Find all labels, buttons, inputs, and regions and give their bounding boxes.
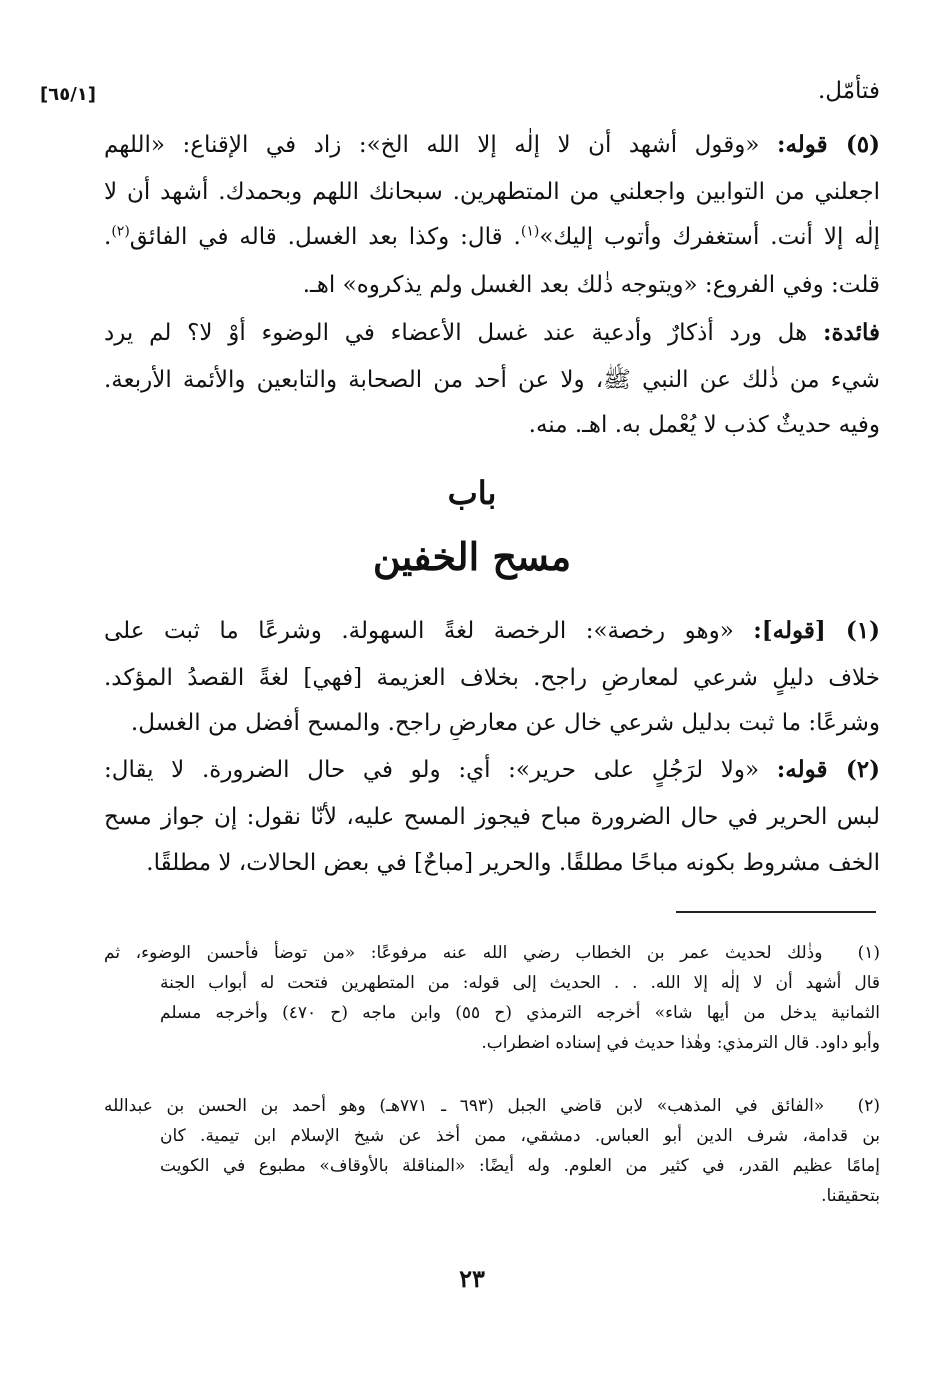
faida-line-1: فائدة: هل ورد أذكارٌ وأدعية عند غسل الأعضاء في الوضوء أوْ لا؟ لم يرد [104, 319, 880, 346]
note-1-marker: (١) [قوله]: [753, 617, 880, 644]
faida-line-2: شيء من ذٰلك عن النبي ﷺ، ولا عن أحد من الصحابة والتابعين والأئمة الأربعة. [104, 367, 880, 393]
footnote-1-line-4: وأبو داود. قال الترمذي: وهٰذا حديث في إسناده اضطراب. [481, 1033, 880, 1053]
note-1-line-3: وشرعًا: ما ثبت بدليل شرعي خال عن معارضٍ راجح. والمسح أفضل من الغسل. [130, 710, 880, 736]
footnote-2-number: (٢) [857, 1096, 880, 1116]
faida-label: فائدة: [822, 319, 880, 346]
footnote-ref-1: (١) [520, 223, 540, 240]
continuation-line: فتأمّل. [818, 78, 880, 104]
footnote-1-line-3: الثمانية يدخل من أيها شاء» أخرجه الترمذي (ح ٥٥) وابن ماجه (ح ٤٧٠) وأخرجه مسلم [160, 1003, 880, 1023]
footnote-separator [676, 911, 876, 913]
note-2-marker: (٢) قوله: [776, 756, 880, 783]
note-5-line-4: قلت: وفي الفروع: «ويتوجه ذٰلك بعد الغسل ولم يذكروه» اهـ. [302, 272, 880, 298]
footnote-1-line-2: قال أشهد أن لا إلٰه إلا الله. . . الحديث إلى قوله: من المتطهرين فتحت له أبواب الجنة [160, 973, 880, 993]
footnote-2-line-1: (٢) «الفائق في المذهب» لابن قاضي الجبل (٦٩٣ ـ ٧٧١هـ) وهو أحمد بن الحسن بن عبدالله [104, 1091, 880, 1121]
page-number: ٢٣ [459, 1264, 485, 1293]
footnote-2-line-2: بن قدامة، شرف الدين أبو العباس. دمشقي، ممن أخذ عن شيخ الإسلام ابن تيمية. كان [160, 1126, 880, 1146]
note-5-line-3: إلٰه إلا أنت. أستغفرك وأتوب إليك»$^{(١)}$. قال: وكذا بعد الغسل. قاله في الفائق$^{(٢)}$. [104, 223, 880, 250]
chapter-title-bab: باب [447, 474, 497, 512]
footnote-ref-2: (٢) [111, 223, 130, 240]
note-5-marker: (٥) قوله: [776, 131, 880, 158]
note-2-line-3: الخف مشروط بكونه مباحًا مطلقًا. والحرير [مباحٌ] في بعض الحالات، لا مطلقًا. [146, 850, 880, 876]
note-5-line-1: (٥) قوله: «وقول أشهد أن لا إلٰه إلا الله الخ»: زاد في الإقناع: «اللهم [104, 131, 880, 158]
footnote-2-line-3: إمامًا عظيم القدر، في كثير من العلوم. وله أيضًا: «المناقلة بالأوقاف» مطبوع في الكويت [160, 1156, 880, 1176]
chapter-title: مسح الخفين [372, 534, 572, 579]
note-5-line-2: اجعلني من التوابين واجعلني من المتطهرين. سبحانك اللهم وبحمدك. أشهد أن لا [104, 179, 880, 205]
note-1-line-1: (١) [قوله]: «وهو رخصة»: الرخصة لغةً السهولة. وشرعًا ما ثبت على [104, 617, 880, 644]
note-2-line-1: (٢) قوله: «ولا لرَجُلٍ على حرير»: أي: ولو في حال الضرورة. لا يقال: [104, 756, 880, 783]
note-2-line-2: لبس الحرير في حال الضرورة مباح فيجوز المسح عليه، لأنّا نقول: إن جواز مسح [104, 804, 880, 830]
faida-line-3: وفيه حديثٌ كذب لا يُعْمل به. اهـ. منه. [528, 412, 880, 438]
footnote-1-line-1: (١) وذٰلك لحديث عمر بن الخطاب رضي الله عنه مرفوعًا: «من توضأ فأحسن الوضوء، ثم [104, 938, 880, 968]
page-reference: [٦٥/١] [40, 84, 97, 105]
note-1-line-2: خلاف دليلٍ شرعي لمعارضٍ راجح. بخلاف العزيمة [فهي] لغةً القصدُ المؤكد. [104, 665, 880, 691]
footnote-1-number: (١) [857, 943, 880, 963]
footnote-2-line-4: بتحقيقنا. [821, 1186, 880, 1206]
